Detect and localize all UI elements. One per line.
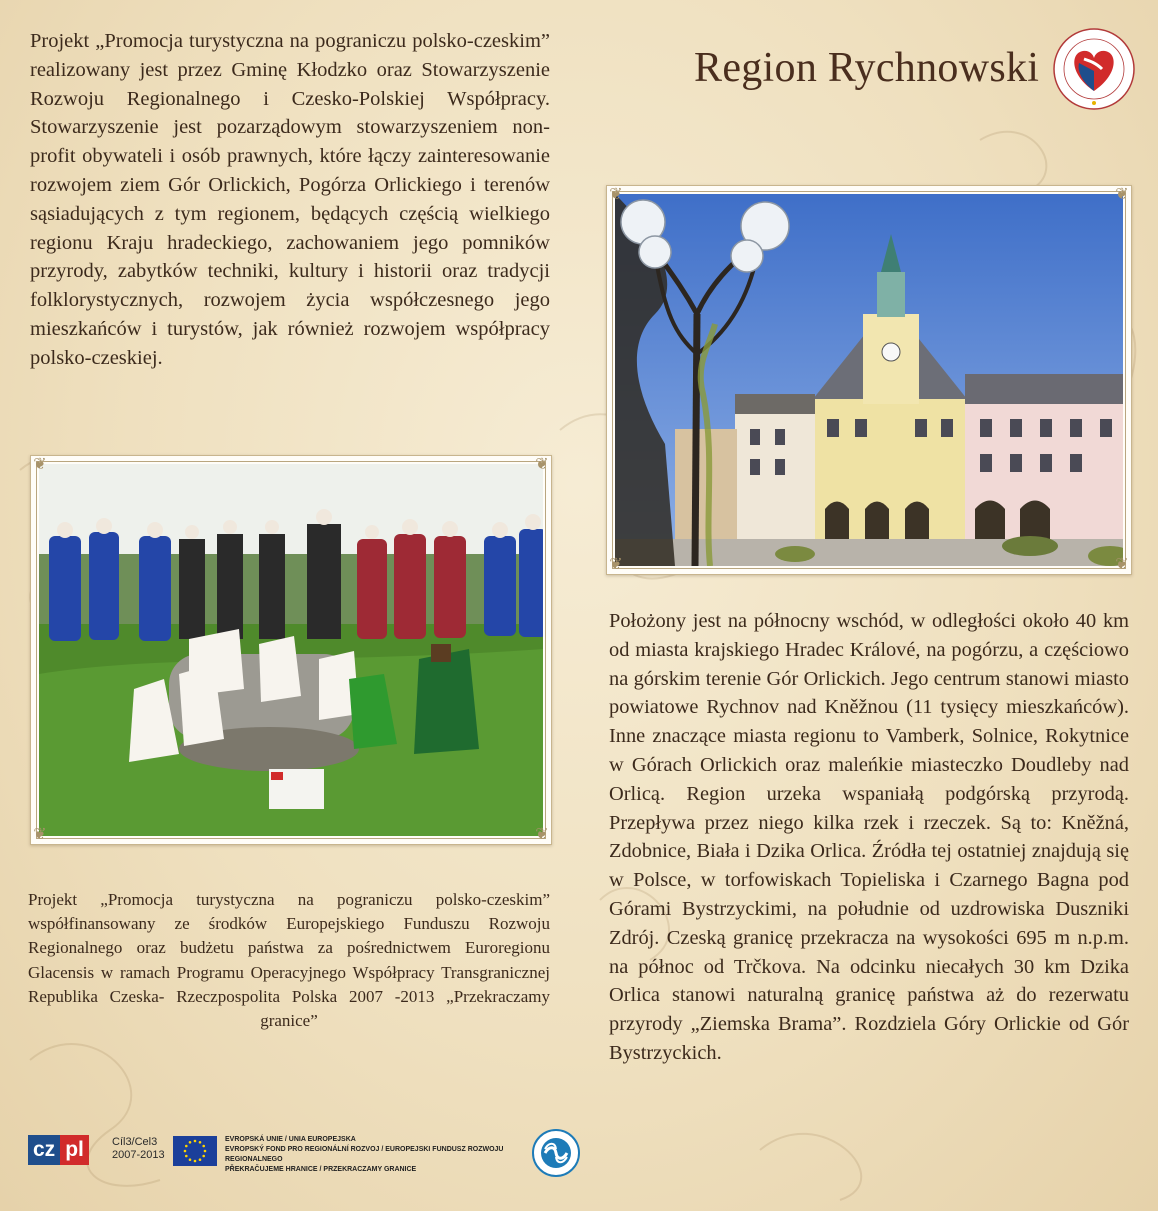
- frame-corner-ornament: ❦: [609, 556, 623, 573]
- town-square-image: [615, 194, 1123, 566]
- frame-corner-ornament: ❦: [609, 186, 623, 203]
- frame-corner-ornament: ❦: [33, 826, 47, 843]
- region-description: Położony jest na północny wschód, w odległości około 40 km od miasta krajskiego Hradec Králové, na pogórzu, a częściowo na górskim terenie Gór Orlickich. Jego centrum stanowi miasto powiatowe Rychnov nad Kněžnou (11 tysięcy mieszkańców). Inne znaczące miasta regionu to Vamberk, Solnice, Rokytnice w Górach Orlickich oraz maleńkie miasteczko Doudleby nad Orlicą. Region urzeka wspaniałą podgórską przyrodą. Przepływa przez niego kilka rzek i rzeczek. Są to: Kněžná, Zdobnice, Biała i Dzika Orlica. Źródła tej ostatniej znajdują się w Polsce, w torfowiskach Topieliska i Czarnego Bagna pod Górami Bystrzyckimi, na południe od uzdrowiska Duszniki Zdrój. Czeską granicę przekracza na wysokości 695 m n.p.m. na północ od Trčkova. Na odcinku niecałych 30 km Dzika Orlica stanowi naturalną granicę państwa aż do rezerwatu przyrody „Ziemska Brama”. Rozdziela Góry Orlickie od Gór Bystrzyckich.: [609, 610, 1129, 1064]
- eu-flag-icon: [173, 1136, 217, 1166]
- frame-corner-ornament: ❦: [535, 826, 549, 843]
- cil3-logo: [112, 1136, 165, 1162]
- pl-mark: pl: [60, 1135, 89, 1165]
- intro-paragraph: Projekt „Promocja turystyczna na pograniczu polsko-czeskim” realizowany jest przez Gminę Kłodzko oraz Stowarzyszenie Rozwoju Regionalnego i Czesko-Polskiej Współpracy. Stowarzyszenie jest pozarządowym stowarzyszeniem non-profit obywateli i osób prawnych, które łączy zainteresowanie rozwojem ziem Gór Orlickich, Pogórza Orlickiego i terenów sąsiadujących z tym regionem, będących częścią wielkiego regionu Kraju hradeckiego, zachowaniem jego pomników przyrody, zabytków techniki, kultury i historii oraz tradycji folklorystycznych, rozwojem życia współczesnego jego mieszkańców i turystów, jak również rozwojem współpracy polsko-czeskiej.: [30, 30, 550, 369]
- folk-group-photo: [30, 455, 552, 845]
- frame-corner-ornament: ❦: [1115, 186, 1129, 203]
- folk-group-image: [39, 464, 543, 836]
- town-square-photo: [606, 185, 1132, 575]
- euroregion-glacensis-logo: [529, 1128, 583, 1178]
- page-title: Region Rychnowski: [694, 45, 1040, 91]
- eu-line-1: EVROPSKÁ UNIE / UNIA EUROPEJSKA: [225, 1136, 356, 1143]
- frame-corner-ornament: ❦: [535, 456, 549, 473]
- eu-line-2: EVROPSKÝ FOND PRO REGIONÁLNÍ ROZVOJ / EUROPEJSKI FUNDUSZ ROZWOJU REGIONALNEGO: [225, 1146, 504, 1163]
- association-seal-logo: [1052, 27, 1136, 111]
- frame-corner-ornament: ❦: [1115, 556, 1129, 573]
- frame-corner-ornament: ❦: [33, 456, 47, 473]
- project-caption: Projekt „Promocja turystyczna na pograniczu polsko-czeskim” współfinansowany ze środków Europejskiego Funduszu Rozwoju Regionalnego oraz budżetu państwa za pośrednictwem Euroregionu Glacensis w ramach Programu Operacyjnego Współpracy Transgranicznej Republika Czeska- Rzeczpospolita Polska 2007 -2013 „Przekraczamy granice”: [28, 890, 550, 1031]
- cil3-line2: 2007-2013: [112, 1149, 165, 1161]
- sponsor-logos: [28, 1128, 568, 1178]
- czpl-logo: [28, 1135, 89, 1165]
- eu-funding-text: [225, 1135, 525, 1175]
- cz-mark: cz: [28, 1135, 60, 1165]
- eu-line-3: PŘEKRAČUJEME HRANICE / PRZEKRACZAMY GRANICE: [225, 1166, 417, 1173]
- cil3-line1: Cíl3/Cel3: [112, 1136, 158, 1148]
